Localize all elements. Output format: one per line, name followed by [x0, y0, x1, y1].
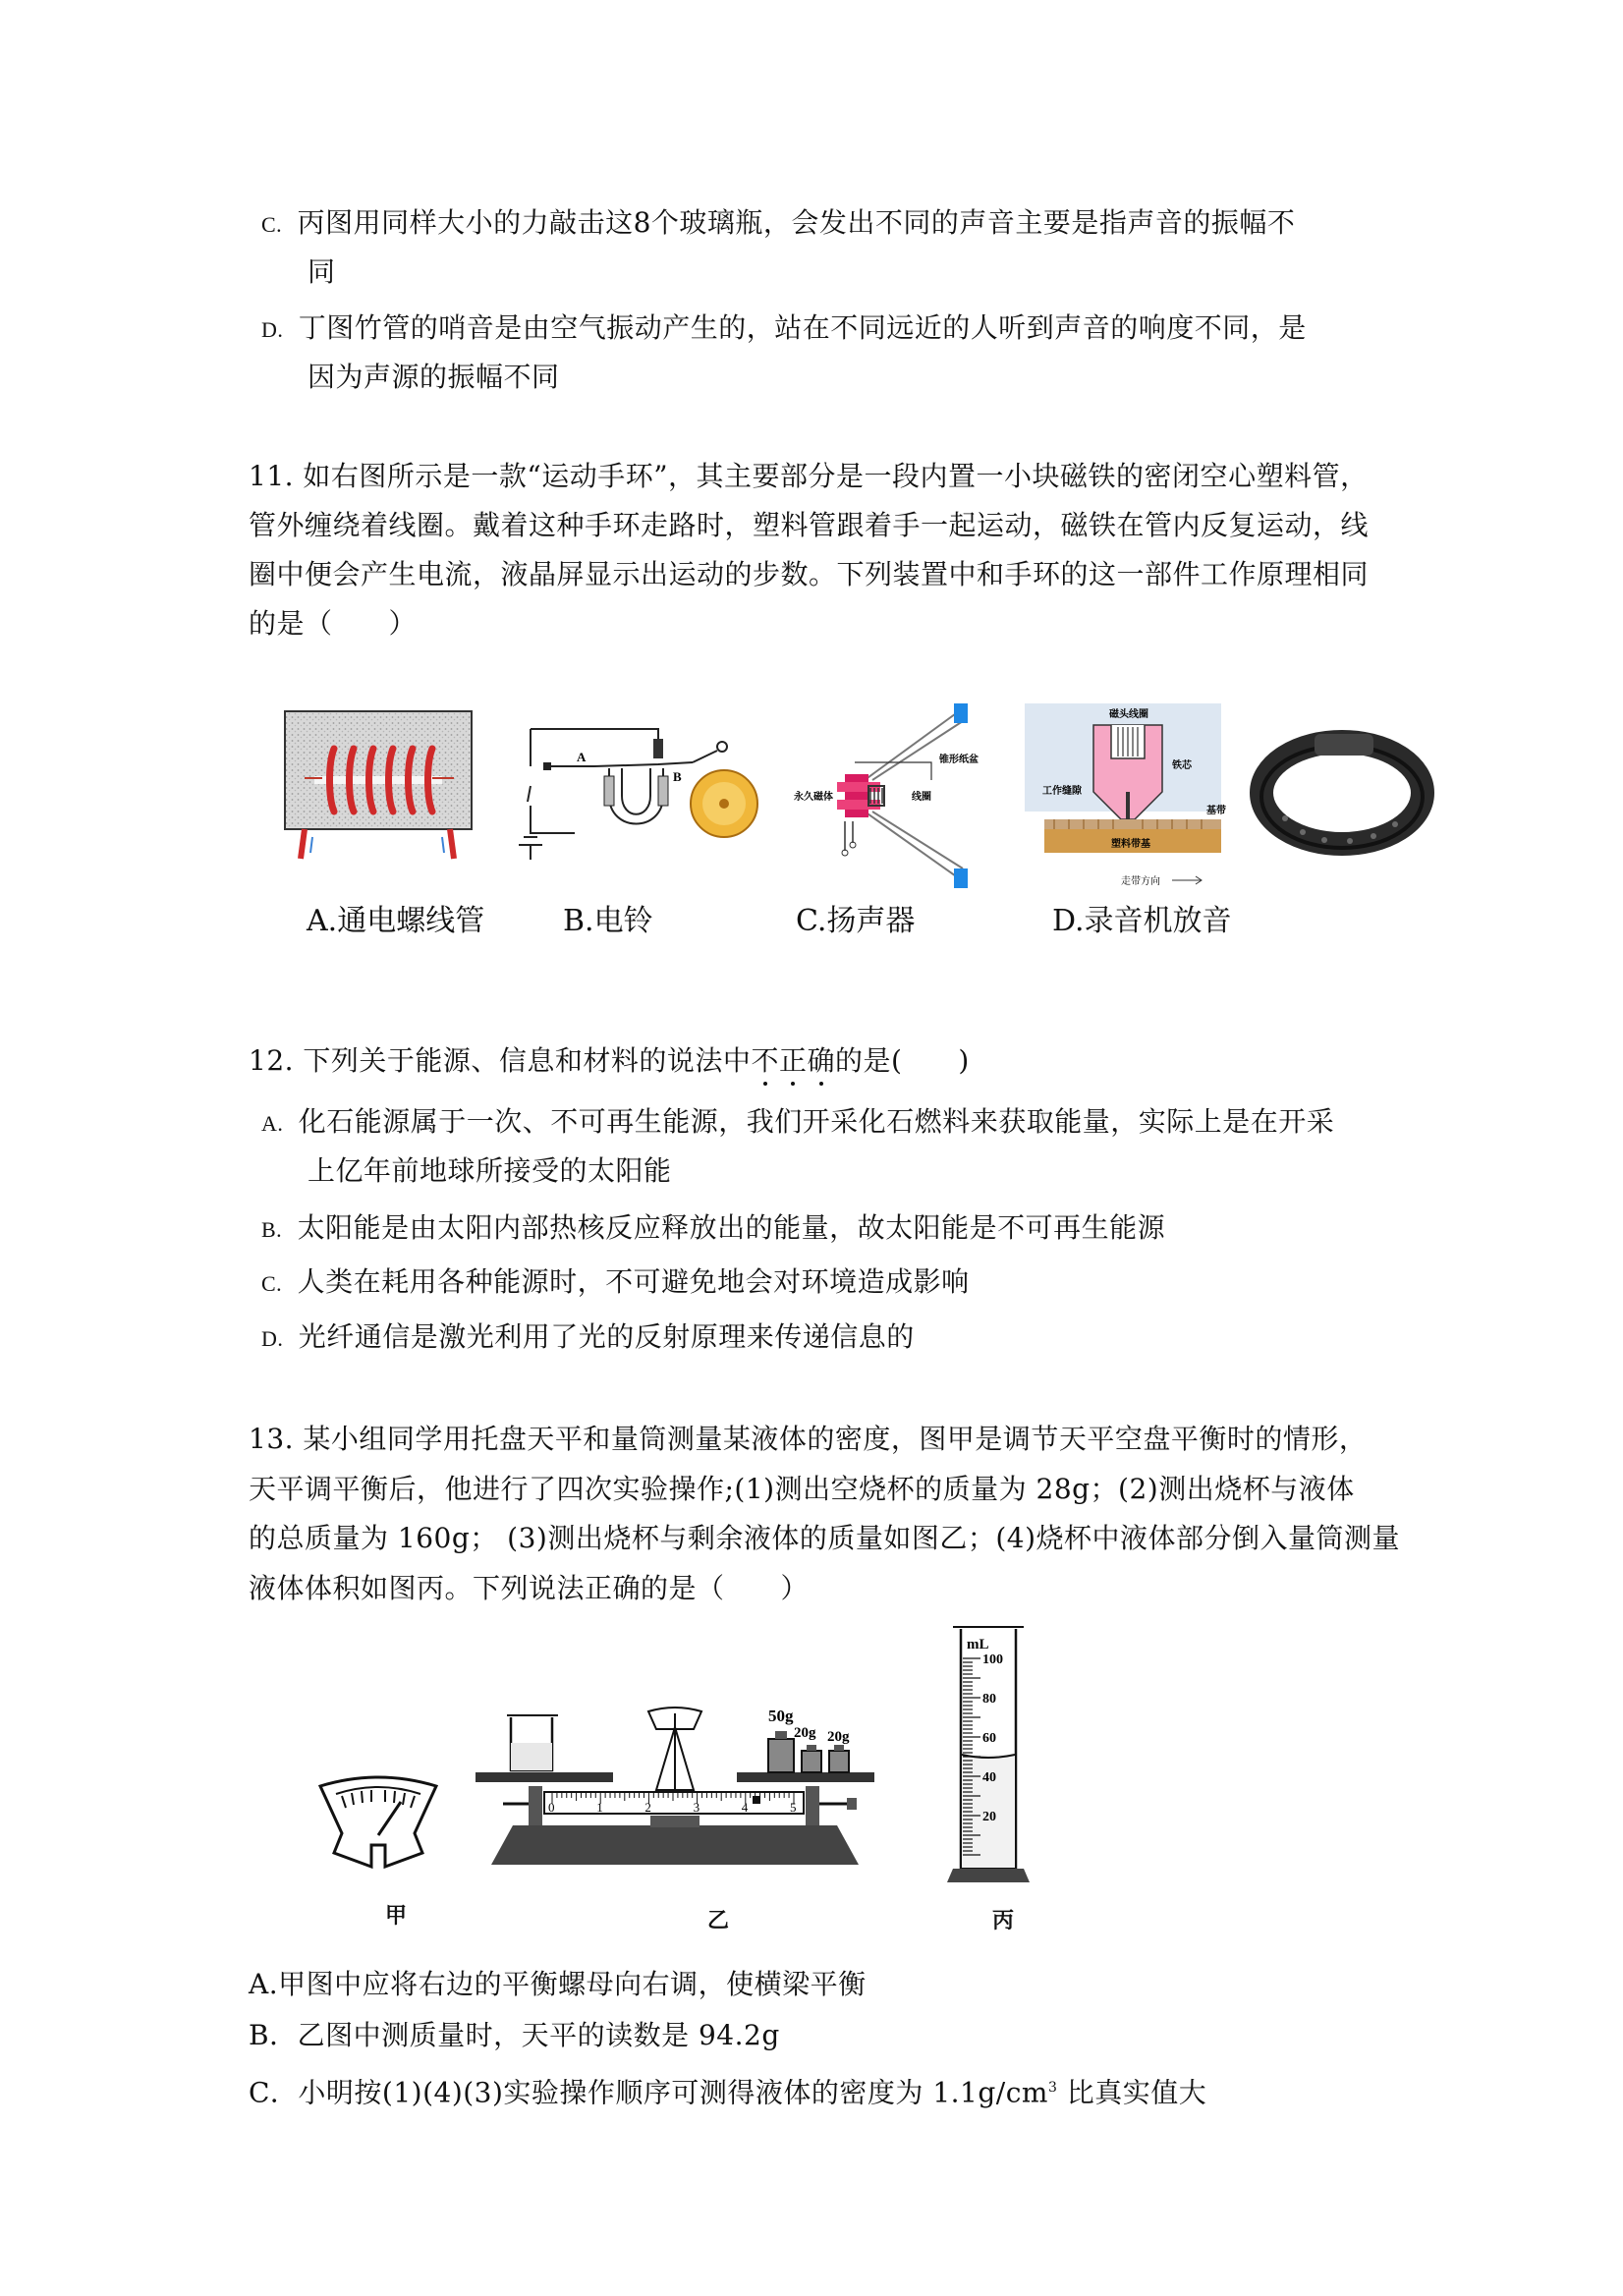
q13-stem-line2: 天平调平衡后，他进行了四次实验操作;(1)测出空烧杯的质量为 28g；(2)测出烧杯与液体 [249, 1473, 1355, 1505]
figure-cylinder-unit: mL [967, 1637, 989, 1652]
figure-weight-20g-a: 20g [794, 1725, 816, 1741]
q12-option-b-text: 太阳能是由太阳内部热核反应释放出的能量，故太阳能是不可再生能源 [297, 1211, 1166, 1244]
cylinder-tick-label: 100 [982, 1652, 1003, 1667]
figure-bell-label-b: B [673, 769, 682, 784]
q12-stem-emph-2: 正 [778, 1044, 808, 1077]
q12-option-c-text: 人类在耗用各种能源时，不可避免地会对环境造成影响 [297, 1265, 970, 1298]
q12-option-a-line1 [261, 1105, 1334, 1141]
q13-option-b: B．乙图中测质量时，天平的读数是 94.2g [249, 2019, 780, 2051]
q10-option-d-line1 [261, 311, 1307, 347]
q12-option-a-line2: 上亿年前地球所接受的太阳能 [308, 1154, 672, 1187]
q11-stem-line3: 圈中便会产生电流，液晶屏显示出运动的步数。下列装置中和手环的这一部件工作原理相同 [249, 558, 1370, 590]
q13-option-a: A.甲图中应将右边的平衡螺母向右调，使横梁平衡 [249, 1968, 867, 2000]
q12-option-d-text: 光纤通信是激光利用了光的反射原理来传递信息的 [298, 1320, 915, 1353]
figure-label-d: D.录音机放音 [1052, 904, 1232, 938]
figure-measuring-cylinder [951, 1623, 1039, 1898]
q13-option-c-sup: 3 [1047, 2080, 1058, 2096]
cylinder-tick-label: 40 [982, 1770, 996, 1785]
q13-stem-line4: 液体体积如图丙。下列说法正确的是（ ） [249, 1572, 810, 1604]
q12-stem [249, 1044, 970, 1078]
figure-tape-label-head: 磁头线圈 [1109, 709, 1148, 720]
figure-tape-label-dir: 走带方向 [1121, 876, 1160, 887]
q10-option-d-line2: 因为声源的振幅不同 [308, 361, 560, 393]
q12-stem-emph-1: 不 [751, 1044, 779, 1077]
scale-tick-label: 2 [644, 1800, 651, 1815]
q11-stem-line1: 11. 如右图所示是一款“运动手环”，其主要部分是一段内置一小块磁铁的密闭空心塑料管， [249, 460, 1369, 492]
figure-tape-label-tape: 塑料带基 [1111, 839, 1150, 850]
q12-stem-emph-3: 确 [807, 1044, 835, 1077]
q13-option-c [249, 2071, 1206, 2109]
figure-tape-label-base: 基带 [1206, 806, 1226, 816]
figure-speaker-label-coil: 线圈 [912, 792, 931, 803]
q11-stem-line4: 的是（ ） [249, 607, 418, 640]
figure-electric-bell [516, 707, 752, 865]
figure-balance [474, 1700, 906, 1896]
scale-tick-label: 3 [693, 1800, 700, 1815]
figure-tape-head [1025, 703, 1236, 890]
q12-option-b [261, 1211, 1165, 1247]
figure-tape-label-core: 铁芯 [1172, 760, 1192, 771]
q10-option-c-line2: 同 [308, 255, 336, 288]
cylinder-tick-label: 20 [982, 1810, 996, 1824]
figure-fitness-band [1256, 722, 1432, 860]
q12-option-d-mark: D. [261, 1326, 284, 1351]
q12-option-a-mark: A. [261, 1111, 284, 1136]
figure-speaker-label-paper: 锥形纸盆 [939, 755, 979, 765]
q10-option-d-mark: D. [261, 317, 284, 342]
figure-label-c: C.扬声器 [796, 904, 916, 938]
figure-label-bing: 丙 [992, 1908, 1015, 1933]
q10-option-c-line1 [261, 206, 1295, 242]
scale-tick-label: 1 [596, 1800, 603, 1815]
q10-option-d-text: 丁图竹管的哨音是由空气振动产生的，站在不同远近的人听到声音的响度不同，是 [298, 311, 1307, 344]
q12-option-b-mark: B. [261, 1217, 283, 1242]
q10-option-c-mark: C. [261, 212, 283, 237]
figure-loudspeaker [794, 703, 990, 890]
q12-option-d [261, 1320, 915, 1356]
figure-weight-20g-b: 20g [827, 1729, 850, 1745]
q12-stem-post: 的是( ) [834, 1044, 970, 1077]
figure-weight-50g: 50g [768, 1707, 794, 1725]
figure-solenoid [285, 709, 472, 867]
q13-stem-line1: 13. 某小组同学用托盘天平和量筒测量某液体的密度，图甲是调节天平空盘平衡时的情形， [249, 1423, 1368, 1455]
figure-bell-label-a: A [577, 750, 587, 764]
figure-label-a: A.通电螺线管 [307, 904, 485, 938]
scale-tick-label: 4 [741, 1800, 749, 1815]
q13-option-c-text: C．小明按(1)(4)(3)实验操作顺序可测得液体的密度为 1.1g/cm [249, 2076, 1048, 2109]
figure-label-yi: 乙 [707, 1908, 730, 1933]
q12-option-c-mark: C. [261, 1271, 283, 1296]
q13-stem-line3: 的总质量为 160g； (3)测出烧杯与剩余液体的质量如图乙；(4)烧杯中液体部分倒入量筒测量 [249, 1522, 1400, 1554]
cylinder-tick-label: 80 [982, 1692, 996, 1707]
figure-balance-dial [312, 1776, 445, 1875]
q11-stem-line2: 管外缠绕着线圈。戴着这种手环走路时，塑料管跟着手一起运动，磁铁在管内反复运动，线 [249, 509, 1370, 541]
q12-option-a-text: 化石能源属于一次、不可再生能源，我们开采化石燃料来获取能量，实际上是在开采 [298, 1105, 1335, 1138]
scale-tick-label: 5 [790, 1800, 797, 1815]
figure-label-jia: 甲 [385, 1903, 408, 1929]
q13-option-c-post: 比真实值大 [1057, 2076, 1207, 2109]
q12-stem-pre: 12. 下列关于能源、信息和材料的说法中 [249, 1044, 752, 1077]
figure-speaker-label-magnet: 永久磁体 [794, 792, 833, 803]
figure-tape-label-gap: 工作缝隙 [1042, 786, 1082, 797]
q10-option-c-text: 丙图用同样大小的力敲击这8个玻璃瓶，会发出不同的声音主要是指声音的振幅不 [297, 206, 1296, 239]
q12-option-c [261, 1265, 970, 1301]
figure-label-b: B.电铃 [563, 904, 653, 938]
scale-tick-label: 0 [548, 1800, 555, 1815]
cylinder-tick-label: 60 [982, 1731, 996, 1746]
